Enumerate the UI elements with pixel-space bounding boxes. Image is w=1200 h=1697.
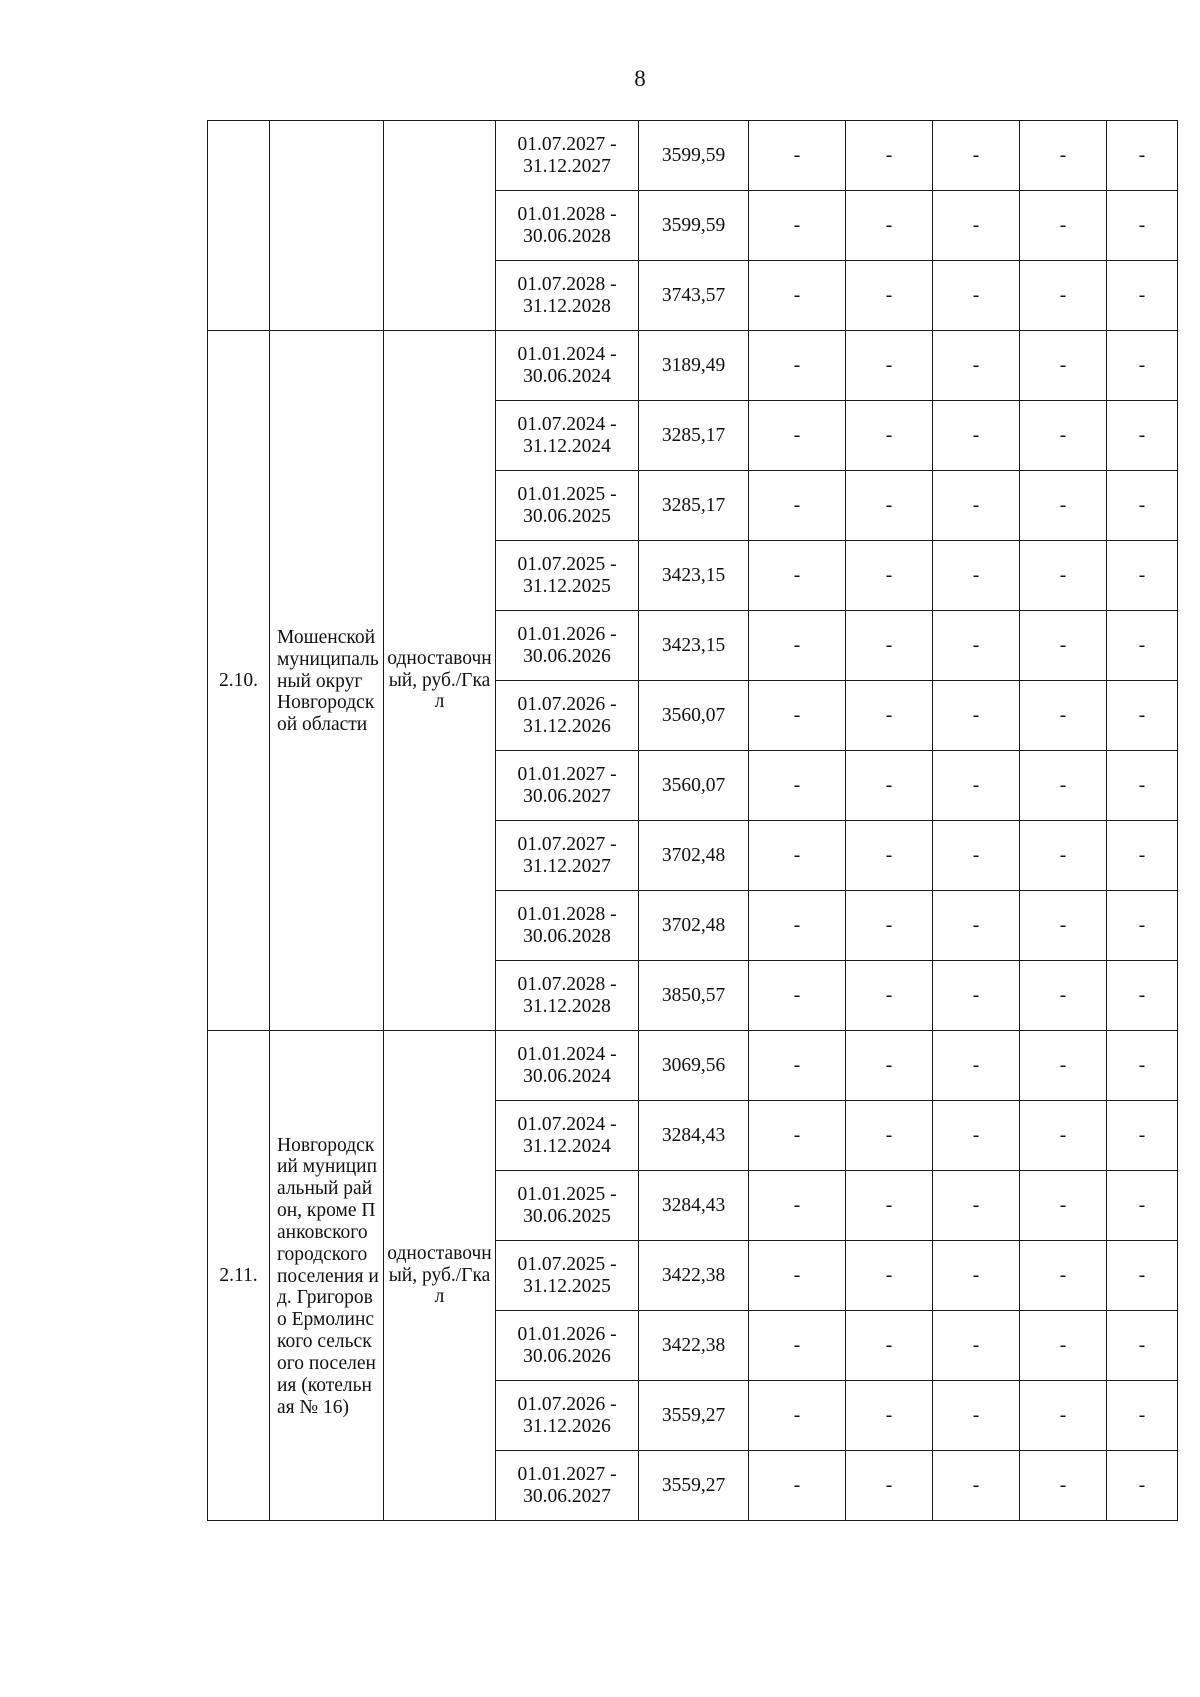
empty-value-cell: - — [749, 821, 846, 891]
empty-value-cell: - — [749, 1101, 846, 1171]
tariff-value-cell: 3422,38 — [639, 1311, 749, 1381]
period-cell: 01.01.2028 - 30.06.2028 — [496, 891, 639, 961]
empty-value-cell: - — [846, 261, 933, 331]
empty-value-cell: - — [1107, 401, 1178, 471]
empty-value-cell: - — [1020, 1241, 1107, 1311]
empty-value-cell: - — [1020, 1381, 1107, 1451]
empty-value-cell: - — [1107, 1101, 1178, 1171]
tariff-value-cell: 3559,27 — [639, 1381, 749, 1451]
period-cell: 01.01.2025 - 30.06.2025 — [496, 471, 639, 541]
period-cell: 01.07.2025 - 31.12.2025 — [496, 1241, 639, 1311]
empty-value-cell: - — [846, 1381, 933, 1451]
territory-cell: Мошенской муниципальный округ Новгородской области — [270, 331, 384, 1031]
period-cell: 01.01.2027 - 30.06.2027 — [496, 751, 639, 821]
empty-value-cell: - — [933, 611, 1020, 681]
tariff-value-cell: 3284,43 — [639, 1171, 749, 1241]
territory-cell: Новгородский муниципальный район, кроме Панковского городского поселения и д. Григорово Ермолинского сельского поселения (котельная № 16) — [270, 1031, 384, 1521]
empty-value-cell: - — [1020, 1031, 1107, 1101]
empty-value-cell: - — [933, 1171, 1020, 1241]
period-cell: 01.07.2028 - 31.12.2028 — [496, 961, 639, 1031]
empty-value-cell: - — [933, 401, 1020, 471]
empty-value-cell: - — [846, 891, 933, 961]
empty-value-cell: - — [846, 471, 933, 541]
empty-value-cell: - — [1020, 1311, 1107, 1381]
empty-value-cell: - — [1020, 1451, 1107, 1521]
empty-value-cell: - — [1020, 611, 1107, 681]
empty-value-cell: - — [1107, 121, 1178, 191]
tariff-value-cell: 3850,57 — [639, 961, 749, 1031]
empty-value-cell: - — [933, 1241, 1020, 1311]
empty-value-cell: - — [933, 1311, 1020, 1381]
empty-value-cell: - — [846, 961, 933, 1031]
empty-value-cell: - — [846, 191, 933, 261]
page-number: 8 — [634, 66, 646, 91]
period-cell: 01.07.2024 - 31.12.2024 — [496, 1101, 639, 1171]
empty-value-cell: - — [1107, 471, 1178, 541]
empty-value-cell: - — [749, 611, 846, 681]
empty-value-cell: - — [933, 261, 1020, 331]
empty-value-cell: - — [846, 1031, 933, 1101]
tariff-table — [207, 120, 1178, 1521]
empty-value-cell: - — [1107, 541, 1178, 611]
period-cell: 01.01.2026 - 30.06.2026 — [496, 611, 639, 681]
empty-value-cell: - — [1107, 1241, 1178, 1311]
empty-value-cell: - — [933, 541, 1020, 611]
tariff-value-cell: 3285,17 — [639, 471, 749, 541]
empty-value-cell: - — [933, 471, 1020, 541]
tariff-value-cell: 3423,15 — [639, 541, 749, 611]
tariff-value-cell: 3599,59 — [639, 121, 749, 191]
empty-value-cell: - — [749, 751, 846, 821]
empty-value-cell: - — [749, 261, 846, 331]
empty-value-cell: - — [749, 331, 846, 401]
empty-value-cell: - — [846, 1101, 933, 1171]
empty-value-cell: - — [1107, 1311, 1178, 1381]
empty-value-cell: - — [749, 471, 846, 541]
tariff-value-cell: 3069,56 — [639, 1031, 749, 1101]
empty-value-cell: - — [749, 191, 846, 261]
empty-value-cell: - — [846, 751, 933, 821]
empty-value-cell: - — [1020, 681, 1107, 751]
empty-value-cell: - — [749, 1311, 846, 1381]
empty-value-cell: - — [933, 1381, 1020, 1451]
empty-value-cell: - — [933, 191, 1020, 261]
empty-value-cell: - — [846, 821, 933, 891]
empty-value-cell: - — [749, 1031, 846, 1101]
table-row — [208, 1031, 1178, 1101]
empty-value-cell: - — [1107, 961, 1178, 1031]
empty-value-cell: - — [933, 681, 1020, 751]
period-cell: 01.07.2024 - 31.12.2024 — [496, 401, 639, 471]
empty-value-cell: - — [1020, 471, 1107, 541]
period-cell: 01.07.2025 - 31.12.2025 — [496, 541, 639, 611]
empty-value-cell: - — [1020, 961, 1107, 1031]
empty-value-cell: - — [846, 1311, 933, 1381]
empty-value-cell: - — [1020, 891, 1107, 961]
empty-value-cell: - — [749, 961, 846, 1031]
territory-cell — [270, 121, 384, 331]
period-cell: 01.01.2026 - 30.06.2026 — [496, 1311, 639, 1381]
empty-value-cell: - — [1107, 191, 1178, 261]
tariff-type-cell — [384, 121, 496, 331]
empty-value-cell: - — [846, 121, 933, 191]
empty-value-cell: - — [1020, 261, 1107, 331]
empty-value-cell: - — [1107, 1031, 1178, 1101]
empty-value-cell: - — [1107, 821, 1178, 891]
empty-value-cell: - — [1020, 1171, 1107, 1241]
tariff-value-cell: 3599,59 — [639, 191, 749, 261]
empty-value-cell: - — [1107, 681, 1178, 751]
empty-value-cell: - — [846, 1171, 933, 1241]
empty-value-cell: - — [933, 1031, 1020, 1101]
empty-value-cell: - — [933, 751, 1020, 821]
tariff-value-cell: 3702,48 — [639, 821, 749, 891]
empty-value-cell: - — [749, 1451, 846, 1521]
empty-value-cell: - — [1020, 121, 1107, 191]
empty-value-cell: - — [749, 1241, 846, 1311]
table-row — [208, 331, 1178, 401]
empty-value-cell: - — [1107, 891, 1178, 961]
tariff-type-cell: одноставочный, руб./Гкал — [384, 331, 496, 1031]
empty-value-cell: - — [749, 541, 846, 611]
empty-value-cell: - — [749, 1381, 846, 1451]
period-cell: 01.07.2027 - 31.12.2027 — [496, 821, 639, 891]
empty-value-cell: - — [846, 401, 933, 471]
empty-value-cell: - — [846, 541, 933, 611]
empty-value-cell: - — [1107, 1451, 1178, 1521]
empty-value-cell: - — [1107, 331, 1178, 401]
empty-value-cell: - — [846, 331, 933, 401]
empty-value-cell: - — [1020, 751, 1107, 821]
empty-value-cell: - — [1020, 541, 1107, 611]
item-number: 2.11. — [208, 1031, 270, 1521]
tariff-value-cell: 3284,43 — [639, 1101, 749, 1171]
empty-value-cell: - — [933, 1451, 1020, 1521]
empty-value-cell: - — [1107, 261, 1178, 331]
period-cell: 01.01.2027 - 30.06.2027 — [496, 1451, 639, 1521]
tariff-value-cell: 3560,07 — [639, 681, 749, 751]
tariff-value-cell: 3560,07 — [639, 751, 749, 821]
empty-value-cell: - — [846, 1241, 933, 1311]
period-cell: 01.01.2024 - 30.06.2024 — [496, 1031, 639, 1101]
tariff-value-cell: 3423,15 — [639, 611, 749, 681]
empty-value-cell: - — [1020, 401, 1107, 471]
tariff-value-cell: 3285,17 — [639, 401, 749, 471]
period-cell: 01.01.2028 - 30.06.2028 — [496, 191, 639, 261]
empty-value-cell: - — [1107, 1171, 1178, 1241]
tariff-value-cell: 3422,38 — [639, 1241, 749, 1311]
empty-value-cell: - — [1020, 1101, 1107, 1171]
empty-value-cell: - — [1107, 1381, 1178, 1451]
empty-value-cell: - — [846, 611, 933, 681]
empty-value-cell: - — [749, 121, 846, 191]
empty-value-cell: - — [749, 1171, 846, 1241]
tariff-type-cell: одноставочный, руб./Гкал — [384, 1031, 496, 1521]
period-cell: 01.01.2024 - 30.06.2024 — [496, 331, 639, 401]
period-cell: 01.07.2026 - 31.12.2026 — [496, 1381, 639, 1451]
period-cell: 01.07.2026 - 31.12.2026 — [496, 681, 639, 751]
empty-value-cell: - — [1020, 331, 1107, 401]
item-number: 2.10. — [208, 331, 270, 1031]
empty-value-cell: - — [1020, 821, 1107, 891]
tariff-value-cell: 3189,49 — [639, 331, 749, 401]
empty-value-cell: - — [749, 681, 846, 751]
empty-value-cell: - — [933, 891, 1020, 961]
empty-value-cell: - — [1107, 751, 1178, 821]
period-cell: 01.01.2025 - 30.06.2025 — [496, 1171, 639, 1241]
empty-value-cell: - — [749, 401, 846, 471]
empty-value-cell: - — [933, 331, 1020, 401]
empty-value-cell: - — [749, 891, 846, 961]
period-cell: 01.07.2028 - 31.12.2028 — [496, 261, 639, 331]
empty-value-cell: - — [933, 961, 1020, 1031]
empty-value-cell: - — [933, 821, 1020, 891]
tariff-value-cell: 3559,27 — [639, 1451, 749, 1521]
tariff-value-cell: 3743,57 — [639, 261, 749, 331]
period-cell: 01.07.2027 - 31.12.2027 — [496, 121, 639, 191]
empty-value-cell: - — [1020, 191, 1107, 261]
tariff-value-cell: 3702,48 — [639, 891, 749, 961]
empty-value-cell: - — [846, 681, 933, 751]
empty-value-cell: - — [1107, 611, 1178, 681]
table-row — [208, 121, 1178, 191]
empty-value-cell: - — [846, 1451, 933, 1521]
empty-value-cell: - — [933, 1101, 1020, 1171]
empty-value-cell: - — [933, 121, 1020, 191]
table-body — [208, 121, 1178, 1521]
item-number — [208, 121, 270, 331]
